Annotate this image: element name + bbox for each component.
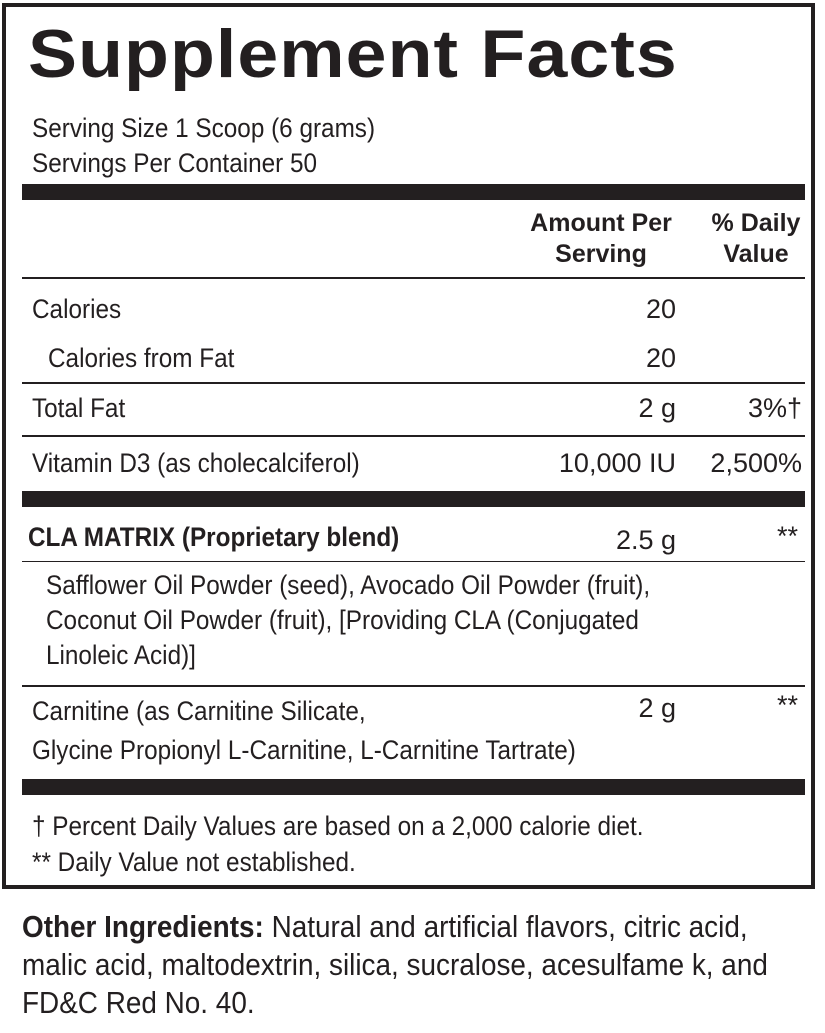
divider-thick [22,779,805,795]
other-ingredients-text: Natural and artificial flavors, citric acid, malic acid, maltodextrin, silica, sucralose, acesulfame k, and FD&C Red No. 40. [22,909,768,1020]
row-vitamin-d3-amount: 10,000 IU [558,448,676,478]
servings-per-container: Servings Per Container 50 [32,148,318,178]
panel-title: Supplement Facts [28,16,678,92]
other-ingredients [22,908,796,1022]
carnitine-dv: ** [776,690,798,720]
supplement-facts-panel [2,3,815,889]
row-calories-from-fat-name: Calories from Fat [48,343,235,373]
other-ingredients-label: Other Ingredients: [22,909,264,944]
divider-thin [22,435,805,437]
blend-amount: 2.5 g [615,525,676,555]
footnote-dagger: † Percent Daily Values are based on a 2,000 calorie diet. [32,811,644,841]
row-calories-name: Calories [32,294,122,324]
divider-hairline [22,561,805,562]
blend-name: CLA MATRIX (Proprietary blend) [28,522,400,552]
divider-thin [22,277,805,279]
carnitine-name-line: Glycine Propionyl L-Carnitine, L-Carnitine Tartrate) [32,735,576,765]
carnitine-name-line: Carnitine (as Carnitine Silicate, [32,696,366,726]
row-calories-amount: 20 [645,294,676,324]
serving-size: Serving Size 1 Scoop (6 grams) [32,113,376,143]
divider-thin [22,382,805,384]
row-calories-from-fat-amount: 20 [645,343,676,373]
carnitine-amount: 2 g [638,693,676,723]
blend-ingredients-line: Coconut Oil Powder (fruit), [Providing CLA (Conjugated [46,605,639,635]
blend-ingredients-line: Linoleic Acid)] [46,640,196,670]
row-vitamin-d3-dv: 2,500% [710,448,802,478]
row-vitamin-d3-name: Vitamin D3 (as cholecalciferol) [32,448,360,478]
amount-per-serving-header: Amount Per Serving [530,209,672,268]
blend-ingredients-line: Safflower Oil Powder (seed), Avocado Oil Powder (fruit), [46,570,651,600]
row-total-fat-dv: 3%† [747,393,802,423]
daily-value-header: % Daily Value [711,209,801,268]
row-total-fat-name: Total Fat [32,393,126,423]
footnote-not-established: ** Daily Value not established. [32,847,356,877]
blend-dv: ** [776,521,798,551]
divider-thick [22,491,805,507]
divider-thick [22,184,805,200]
row-total-fat-amount: 2 g [638,393,676,423]
divider-thin [22,685,805,687]
